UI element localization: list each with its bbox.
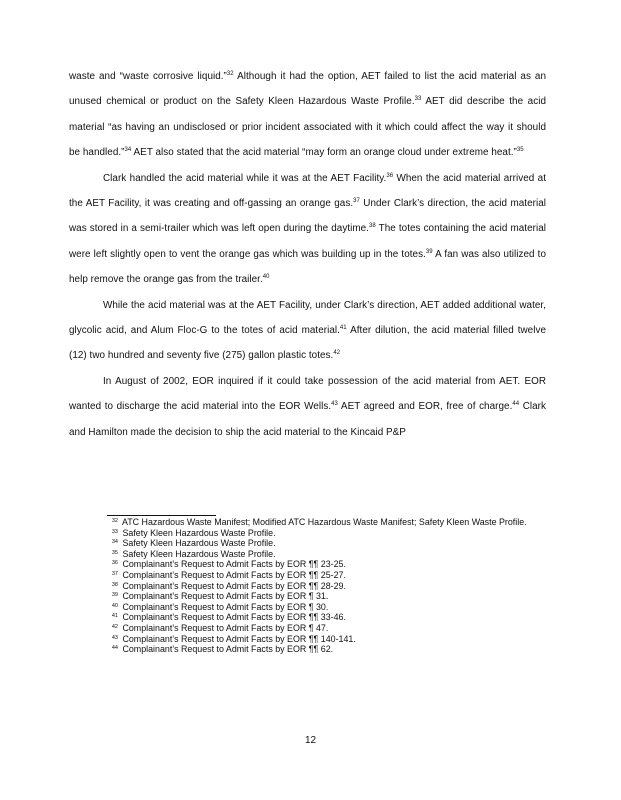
- text-run: AET did describe the acid material “as having an undisclosed or prior incident associated with it which could affect the way it should be handled.”: [69, 96, 546, 159]
- footnote-ref: 32: [226, 71, 234, 77]
- footnote: 42 Complainant’s Request to Admit Facts by EOR ¶ 47.: [111, 622, 329, 633]
- footnote-ref: 41: [339, 325, 347, 332]
- footnote: 37 Complainant’s Request to Admit Facts by EOR ¶¶ 25-27.: [111, 569, 346, 580]
- footnotes: [69, 517, 546, 655]
- footnote: 39 Complainant’s Request to Admit Facts by EOR ¶ 31.: [111, 591, 329, 602]
- footnote-ref: 33: [414, 96, 422, 103]
- text-run: While the acid material was at the AET Facility, under Clark’s direction, AET added additional water, glycolic acid, and Alum Floc-G to the totes of acid material.: [69, 299, 546, 337]
- body-text: [69, 64, 546, 445]
- footnote-text: ATC Hazardous Waste Manifest; Modified ATC Hazardous Waste Manifest; Safety Kleen Waste Profile.: [120, 517, 527, 527]
- footnote-text: Complainant’s Request to Admit Facts by EOR ¶¶ 28-29.: [120, 580, 346, 591]
- footnote: 40 Complainant’s Request to Admit Facts by EOR ¶ 30.: [111, 601, 329, 612]
- footnote-text: Complainant’s Request to Admit Facts by EOR ¶ 31.: [120, 591, 329, 602]
- footnote-ref: 37: [353, 198, 360, 205]
- footnote-text: Complainant’s Request to Admit Facts by EOR ¶¶ 62.: [120, 644, 334, 655]
- footnote-ref: 43: [331, 401, 338, 408]
- text-run: When the acid material arrived at the AET Facility, it was creating and off-gassing an orange gas.: [69, 172, 547, 210]
- footnote-ref: 44: [512, 401, 520, 408]
- footnote: 36 Complainant’s Request to Admit Facts by EOR ¶¶ 23-25.: [111, 559, 346, 570]
- paragraph: [69, 166, 546, 293]
- footnote: 35 Safety Kleen Hazardous Waste Profile.: [111, 548, 276, 559]
- footnote: 43 Complainant’s Request to Admit Facts by EOR ¶¶ 140-141.: [111, 633, 356, 644]
- text-run: waste and “waste corrosive liquid.”: [69, 71, 227, 82]
- text-run: Under Clark’s direction, the acid material was stored in a semi-trailer which was left open during the daytime.: [69, 198, 546, 235]
- footnote: 44 Complainant’s Request to Admit Facts by EOR ¶¶ 62.: [111, 644, 334, 655]
- text-run: Clark and Hamilton made the decision to ship the acid material to the Kincaid P&P: [69, 401, 547, 438]
- footnote-ref: 39: [425, 248, 433, 255]
- paragraph: [69, 293, 546, 369]
- paragraph: [69, 64, 546, 166]
- footnote-text: Complainant’s Request to Admit Facts by EOR ¶¶ 140-141.: [120, 633, 356, 644]
- footnote: 34 Safety Kleen Hazardous Waste Profile.: [111, 538, 276, 549]
- text-run: AET agreed and EOR, free of charge.: [337, 401, 513, 413]
- footnote-ref: 42: [333, 350, 341, 357]
- footnote: 38 Complainant’s Request to Admit Facts by EOR ¶¶ 28-29.: [111, 580, 346, 591]
- footnote-ref: 35: [516, 147, 524, 154]
- footnote-text: Safety Kleen Hazardous Waste Profile.: [120, 548, 276, 559]
- text-run: After dilution, the acid material filled twelve (12) two hundred and seventy five (275) gallon plastic totes.: [69, 325, 546, 362]
- footnote-text: Complainant’s Request to Admit Facts by EOR ¶¶ 23-25.: [120, 559, 346, 570]
- paragraph: [69, 369, 546, 445]
- footnote-ref: 34: [124, 147, 132, 154]
- text-run: AET also stated that the acid material “may form an orange cloud under extreme heat.”: [131, 147, 517, 159]
- page-number: 12: [304, 735, 317, 746]
- text-run: Clark handled the acid material while it was at the AET Facility.: [103, 172, 387, 184]
- footnote: 32 ATC Hazardous Waste Manifest; Modified ATC Hazardous Waste Manifest; Safety Kleen Waste Profile.: [111, 517, 527, 527]
- text-run: A fan was also utilized to help remove the orange gas from the trailer.: [69, 248, 546, 286]
- footnote: 33 Safety Kleen Hazardous Waste Profile.: [111, 527, 276, 538]
- footnote-ref: 40: [262, 274, 270, 281]
- footnote-text: Safety Kleen Hazardous Waste Profile.: [120, 538, 276, 549]
- footnote-separator: [107, 515, 216, 516]
- footnote-text: Complainant’s Request to Admit Facts by EOR ¶ 30.: [120, 601, 329, 612]
- text-run: The totes containing the acid material were left slightly open to vent the orange gas which was building up in the totes.: [69, 223, 546, 260]
- footnote: 41 Complainant’s Request to Admit Facts by EOR ¶¶ 33-46.: [111, 612, 346, 623]
- footnote-ref: 38: [368, 223, 376, 230]
- text-run: Although it had the option, AET failed to list the acid material as an unused chemical or product on the Safety Kleen Hazardous Waste Profile.: [69, 71, 546, 108]
- footnote-text: Complainant’s Request to Admit Facts by EOR ¶¶ 33-46.: [120, 612, 346, 623]
- footnote-ref: 36: [386, 172, 394, 179]
- footnote-text: Complainant’s Request to Admit Facts by EOR ¶ 47.: [120, 622, 329, 633]
- footnote-text: Complainant’s Request to Admit Facts by EOR ¶¶ 25-27.: [120, 569, 346, 580]
- text-run: In August of 2002, EOR inquired if it could take possession of the acid material from AET. EOR wanted to discharge the acid material into the EOR Wells.: [69, 375, 546, 413]
- footnote-text: Safety Kleen Hazardous Waste Profile.: [120, 527, 276, 538]
